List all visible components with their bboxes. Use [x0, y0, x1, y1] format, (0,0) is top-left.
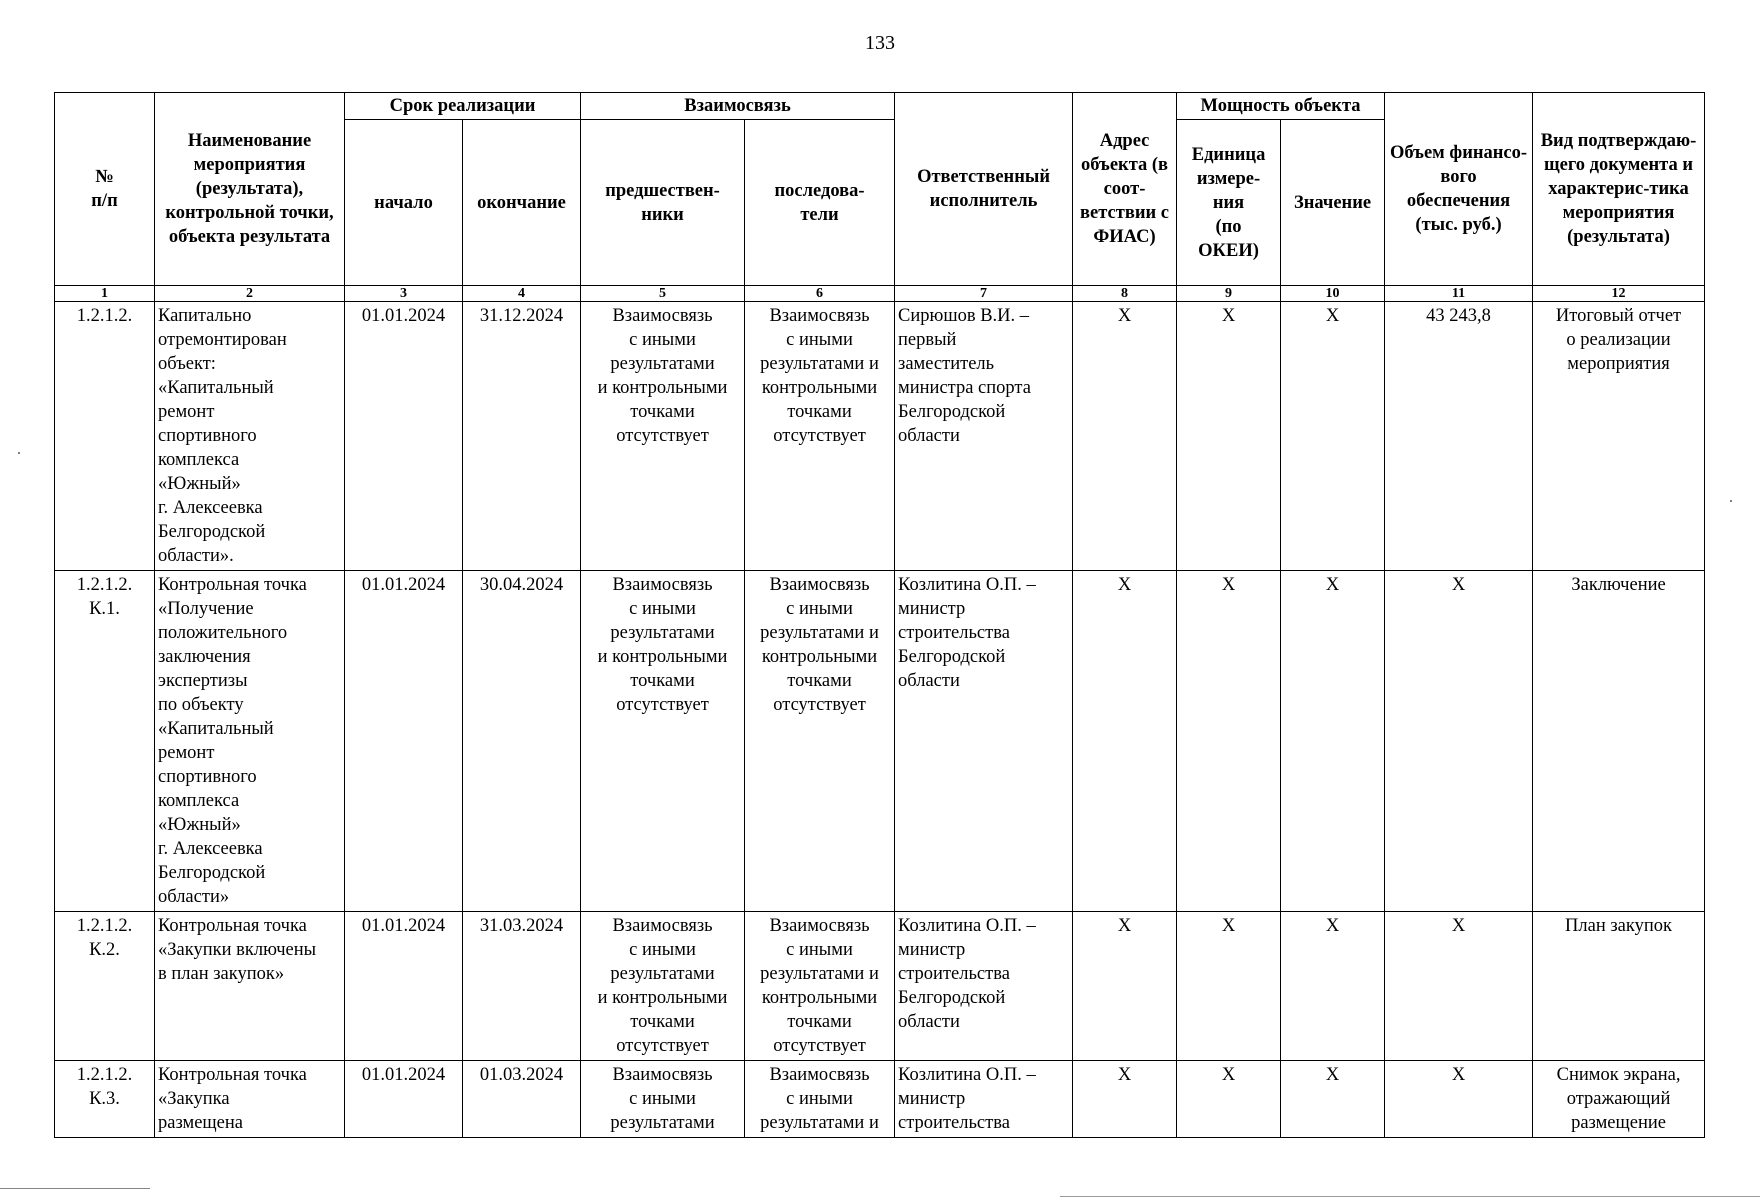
cell-start: 01.01.2024	[345, 1061, 463, 1138]
cell-name: Контрольная точка «Закупка размещена	[155, 1061, 345, 1138]
cell-funding: 43 243,8	[1385, 302, 1533, 571]
cell-successors: Взаимосвязь с иными результатами и	[745, 1061, 895, 1138]
header-responsible: Ответственный исполнитель	[895, 93, 1073, 286]
cell-start: 01.01.2024	[345, 571, 463, 912]
scan-line-right	[1060, 1196, 1760, 1197]
scan-speck	[18, 452, 20, 454]
cell-num: 1.2.1.2. К.2.	[55, 912, 155, 1061]
header-start: начало	[345, 120, 463, 286]
header-successors: последова- тели	[745, 120, 895, 286]
cell-end: 30.04.2024	[463, 571, 581, 912]
column-number: 10	[1281, 286, 1385, 302]
cell-document: Итоговый отчет о реализации мероприятия	[1533, 302, 1705, 571]
header-name: Наименование мероприятия (результата), контрольной точки, объекта результата	[155, 93, 345, 286]
cell-successors: Взаимосвязь с иными результатами и контрольными точками отсутствует	[745, 571, 895, 912]
cell-unit: X	[1177, 302, 1281, 571]
header-funding: Объем финансо-вого обеспечения (тыс. руб.)	[1385, 93, 1533, 286]
header-predecessors: предшествен- ники	[581, 120, 745, 286]
cell-predecessors: Взаимосвязь с иными результатами и контрольными точками отсутствует	[581, 302, 745, 571]
column-number: 9	[1177, 286, 1281, 302]
cell-responsible: Козлитина О.П. – министр строительства Белгородской области	[895, 571, 1073, 912]
column-number: 4	[463, 286, 581, 302]
header-address: Адрес объекта (в соот-ветствии с ФИАС)	[1073, 93, 1177, 286]
cell-start: 01.01.2024	[345, 912, 463, 1061]
page-number: 133	[865, 32, 895, 54]
column-number: 2	[155, 286, 345, 302]
column-numbers-row	[55, 286, 1705, 302]
table-row	[55, 302, 1705, 571]
cell-funding: X	[1385, 571, 1533, 912]
cell-unit: X	[1177, 912, 1281, 1061]
column-number: 12	[1533, 286, 1705, 302]
column-number: 7	[895, 286, 1073, 302]
cell-funding: X	[1385, 912, 1533, 1061]
cell-address: X	[1073, 302, 1177, 571]
cell-responsible: Козлитина О.П. – министр строительства	[895, 1061, 1073, 1138]
cell-name: Контрольная точка «Закупки включены в план закупок»	[155, 912, 345, 1061]
cell-document: Заключение	[1533, 571, 1705, 912]
cell-unit: X	[1177, 1061, 1281, 1138]
header-period: Срок реализации	[345, 93, 581, 120]
cell-start: 01.01.2024	[345, 302, 463, 571]
header-capacity: Мощность объекта	[1177, 93, 1385, 120]
cell-name: Контрольная точка «Получение положительного заключения экспертизы по объекту «Капитальный ремонт спортивного комплекса «Южный» г. Алексеевка Белгородской области»	[155, 571, 345, 912]
cell-address: X	[1073, 912, 1177, 1061]
column-number: 1	[55, 286, 155, 302]
cell-successors: Взаимосвязь с иными результатами и контрольными точками отсутствует	[745, 302, 895, 571]
implementation-plan-table	[54, 92, 1705, 1138]
cell-document: Снимок экрана, отражающий размещение	[1533, 1061, 1705, 1138]
cell-end: 31.12.2024	[463, 302, 581, 571]
header-relation: Взаимосвязь	[581, 93, 895, 120]
cell-address: X	[1073, 571, 1177, 912]
cell-num: 1.2.1.2. К.3.	[55, 1061, 155, 1138]
cell-value: X	[1281, 1061, 1385, 1138]
cell-num: 1.2.1.2.	[55, 302, 155, 571]
header-value: Значение	[1281, 120, 1385, 286]
cell-predecessors: Взаимосвязь с иными результатами	[581, 1061, 745, 1138]
table-row	[55, 912, 1705, 1061]
table-row	[55, 571, 1705, 912]
cell-successors: Взаимосвязь с иными результатами и контрольными точками отсутствует	[745, 912, 895, 1061]
column-number: 6	[745, 286, 895, 302]
column-number: 3	[345, 286, 463, 302]
header-document: Вид подтверждаю-щего документа и характерис-тика мероприятия (результата)	[1533, 93, 1705, 286]
cell-end: 01.03.2024	[463, 1061, 581, 1138]
cell-value: X	[1281, 912, 1385, 1061]
cell-unit: X	[1177, 571, 1281, 912]
cell-value: X	[1281, 302, 1385, 571]
header-num: № п/п	[55, 93, 155, 286]
cell-document: План закупок	[1533, 912, 1705, 1061]
header-unit: Единица измере- ния (по ОКЕИ)	[1177, 120, 1281, 286]
column-number: 5	[581, 286, 745, 302]
cell-num: 1.2.1.2. К.1.	[55, 571, 155, 912]
cell-value: X	[1281, 571, 1385, 912]
cell-predecessors: Взаимосвязь с иными результатами и контрольными точками отсутствует	[581, 571, 745, 912]
cell-name: Капитально отремонтирован объект: «Капитальный ремонт спортивного комплекса «Южный» г. Алексеевка Белгородской области».	[155, 302, 345, 571]
table-header	[55, 93, 1705, 302]
cell-responsible: Козлитина О.П. – министр строительства Белгородской области	[895, 912, 1073, 1061]
cell-address: X	[1073, 1061, 1177, 1138]
column-number: 8	[1073, 286, 1177, 302]
scan-speck	[1730, 500, 1732, 502]
cell-predecessors: Взаимосвязь с иными результатами и контрольными точками отсутствует	[581, 912, 745, 1061]
column-number: 11	[1385, 286, 1533, 302]
scan-line-left	[0, 1188, 150, 1189]
cell-responsible: Сирюшов В.И. – первый заместитель министра спорта Белгородской области	[895, 302, 1073, 571]
cell-funding: X	[1385, 1061, 1533, 1138]
cell-end: 31.03.2024	[463, 912, 581, 1061]
header-end: окончание	[463, 120, 581, 286]
table-row	[55, 1061, 1705, 1138]
